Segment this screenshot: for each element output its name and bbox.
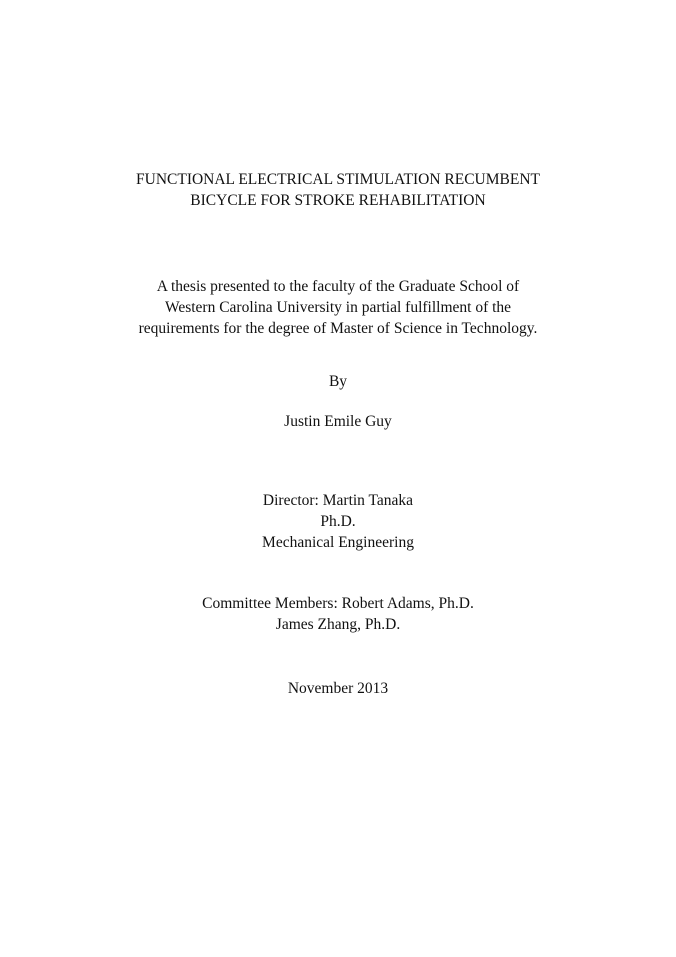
director-department: Mechanical Engineering [262, 534, 414, 551]
by-text: By [328, 373, 348, 390]
director-info [0, 490, 676, 553]
thesis-title-line-1: FUNCTIONAL ELECTRICAL STIMULATION RECUMBENT [136, 171, 540, 188]
thesis-title [0, 169, 676, 211]
submission-date-text: November 2013 [287, 680, 389, 697]
thesis-statement-line-2: Western Carolina University in partial fulfillment of the [164, 299, 512, 316]
committee-members [0, 593, 676, 635]
thesis-statement [0, 276, 676, 339]
director-name: Director: Martin Tanaka [262, 492, 414, 509]
thesis-statement-line-3: requirements for the degree of Master of Science in Technology. [138, 320, 538, 337]
committee-member-1: Committee Members: Robert Adams, Ph.D. [202, 595, 474, 612]
thesis-title-line-2: BICYCLE FOR STROKE REHABILITATION [190, 192, 486, 209]
author-name [0, 411, 676, 432]
by-label [0, 371, 676, 392]
committee-member-2: James Zhang, Ph.D. [275, 616, 401, 633]
author-name-text: Justin Emile Guy [284, 413, 392, 430]
director-degree: Ph.D. [320, 513, 356, 530]
submission-date [0, 678, 676, 699]
thesis-statement-line-1: A thesis presented to the faculty of the Graduate School of [156, 278, 520, 295]
